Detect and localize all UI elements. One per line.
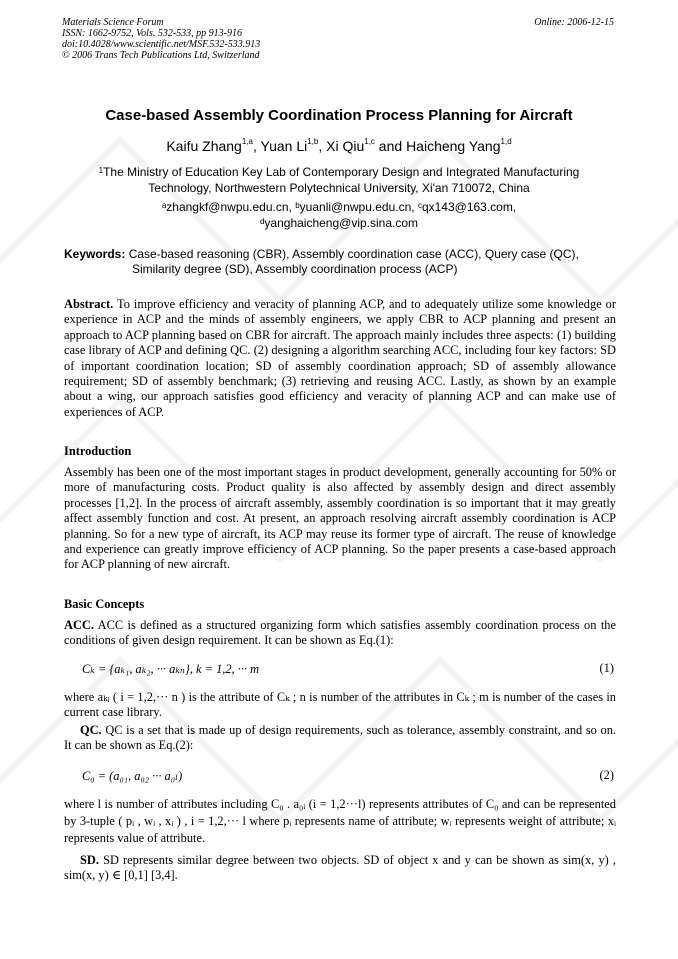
abstract — [64, 297, 616, 420]
author-affiliation-mark: 1,a — [241, 137, 253, 146]
journal-info — [62, 17, 260, 61]
author-emails — [0, 199, 678, 231]
journal-copyright: © 2006 Trans Tech Publications Ltd, Switzerland — [62, 50, 260, 61]
acc-label: ACC. — [64, 618, 94, 632]
author-separator: , — [318, 138, 327, 154]
email-c[interactable]: qx143@163.com, — [421, 200, 517, 214]
keywords — [64, 247, 616, 277]
email-d[interactable]: yanghaicheng@vip.sina.com — [264, 216, 419, 230]
author-name: Haicheng Yang — [406, 138, 501, 154]
author-name: Kaifu Zhang — [166, 138, 242, 154]
author-separator: , — [252, 138, 261, 154]
email-b[interactable]: yuanli@nwpu.edu.cn, — [299, 200, 415, 214]
author-affiliation-mark: 1,b — [307, 137, 319, 146]
acc-paragraph: ACC. ACC is defined as a structured organizing form which satisfies assembly coordination process on the conditions of given design requirement. It can be shown as Eq.(1): — [64, 618, 616, 648]
keywords-label: Keywords: — [64, 247, 126, 261]
abstract-text: To improve efficiency and veracity of planning ACP, and to adequately utilize some knowledge or experience in ACP and the minds of assembly engineers, we apply CBR to ACP planning and present an approach to ACP planning based on CBR for aircraft. The approach mainly includes three aspects: (1) building case library of ACP and defining QC. (2) designing a algorithm searching ACC, including four key factors: SD of important coordination location; SD of assembly coordination approach; SD of assembly allowance requirement; SD of assembly benchmark; (3) retrieving and reusing ACC. Lastly, as shown by an example about a wing, our approach satisfies good efficiency and veracity of planning ACP and can make use of experiences of ACP. — [64, 297, 617, 419]
author-conjunction: and — [374, 138, 407, 154]
author-name: Yuan Li — [260, 138, 308, 154]
eq2-where-text: where l is number of attributes including C₀ . a₀ᵢ (i = 1,2···l) represents attributes of C₀ and can be represented by 3-tuple ( pᵢ , wᵢ , xᵢ ) , i = 1,2,··· l where pᵢ represents name of attribute; wᵢ represents weight of attribute; xᵢ represents value of attribute. — [64, 797, 616, 845]
affiliation-line-2: Technology, Northwestern Polytechnical University, Xi'an 710072, China — [148, 181, 530, 195]
author-affiliation-mark: 1,d — [500, 137, 512, 146]
keywords-line-1: Case-based reasoning (CBR), Assembly coordination case (ACC), Query case (QC), — [128, 247, 579, 261]
affiliation-mark: 1 — [98, 166, 104, 175]
introduction-heading: Introduction — [64, 444, 132, 458]
journal-name: Materials Science Forum — [62, 17, 164, 28]
email-line-1: $^a$zhangkf@nwpu.edu.cn, $^b$yuanli@nwpu.edu.cn, $^c$qx143@163.com, — [161, 200, 517, 214]
online-date: Online: 2006-12-15 — [534, 17, 614, 28]
equation-2-number: (2) — [599, 768, 614, 782]
email-a[interactable]: zhangkf@nwpu.edu.cn, — [166, 200, 292, 214]
paper-title: Case-based Assembly Coordination Process Planning for Aircraft — [105, 107, 573, 124]
journal-issn: ISSN: 1662-9752, Vols. 532-533, pp 913-916 — [62, 28, 242, 39]
qc-label: QC. — [80, 723, 102, 737]
email-line-2: $^d$yanghaicheng@vip.sina.com — [259, 216, 419, 230]
basic-concepts-heading: Basic Concepts — [64, 597, 145, 611]
affiliation-line-1: $^1$The Ministry of Education Key Lab of Contemporary Design and Integrated Manufacturing — [98, 165, 580, 179]
keywords-line-2: Similarity degree (SD), Assembly coordination process (ACP) — [132, 262, 458, 276]
author-list — [0, 138, 678, 154]
equation-1: Cₖ = {aₖ₁, aₖ₂, ··· aₖₙ}, k = 1,2, ··· m — [82, 662, 260, 676]
sd-label: SD. — [80, 853, 99, 867]
equation-1-number: (1) — [599, 661, 614, 675]
equation-2: C₀ = (a₀₁, a₀₂ ··· a₀ₗ) — [82, 769, 183, 783]
introduction-text: Assembly has been one of the most important stages in product development, generally accounting for 50% or more of manufacturing costs. Product quality is also affected by assembly design and direct assembly processes [1,2]. In the process of aircraft assembly, assembly coordination is so important that it may greatly affect assembly function and cost. At present, an approach resolving aircraft assembly coordination is ACP planning. So for a new type of aircraft, its ACP may reuse its former type of aircraft. The reuse of knowledge and experience can greatly improve efficiency of ACP planning. So the paper presents a case-based approach for ACP planning of new aircraft. — [64, 465, 616, 572]
author-affiliation-mark: 1,c — [364, 137, 375, 146]
eq1-where-text: where aₖᵢ ( i = 1,2,··· n ) is the attribute of Cₖ ; n is number of the attributes in Cₖ ; m is number of the cases in current case library. — [64, 690, 616, 720]
sd-paragraph: SD. SD represents similar degree between two objects. SD of object x and y can be shown as sim(x, y) , sim(x, y) ∈ [0,1] [3,4]. — [64, 853, 616, 883]
abstract-label: Abstract. — [64, 297, 114, 311]
journal-doi: doi:10.4028/www.scientific.net/MSF.532-533.913 — [62, 39, 261, 50]
affiliation — [0, 164, 678, 196]
qc-paragraph: QC. QC is a set that is made up of design requirements, such as tolerance, assembly constraint, and so on. It can be shown as Eq.(2): — [64, 723, 616, 753]
author-name: Xi Qiu — [326, 138, 365, 154]
